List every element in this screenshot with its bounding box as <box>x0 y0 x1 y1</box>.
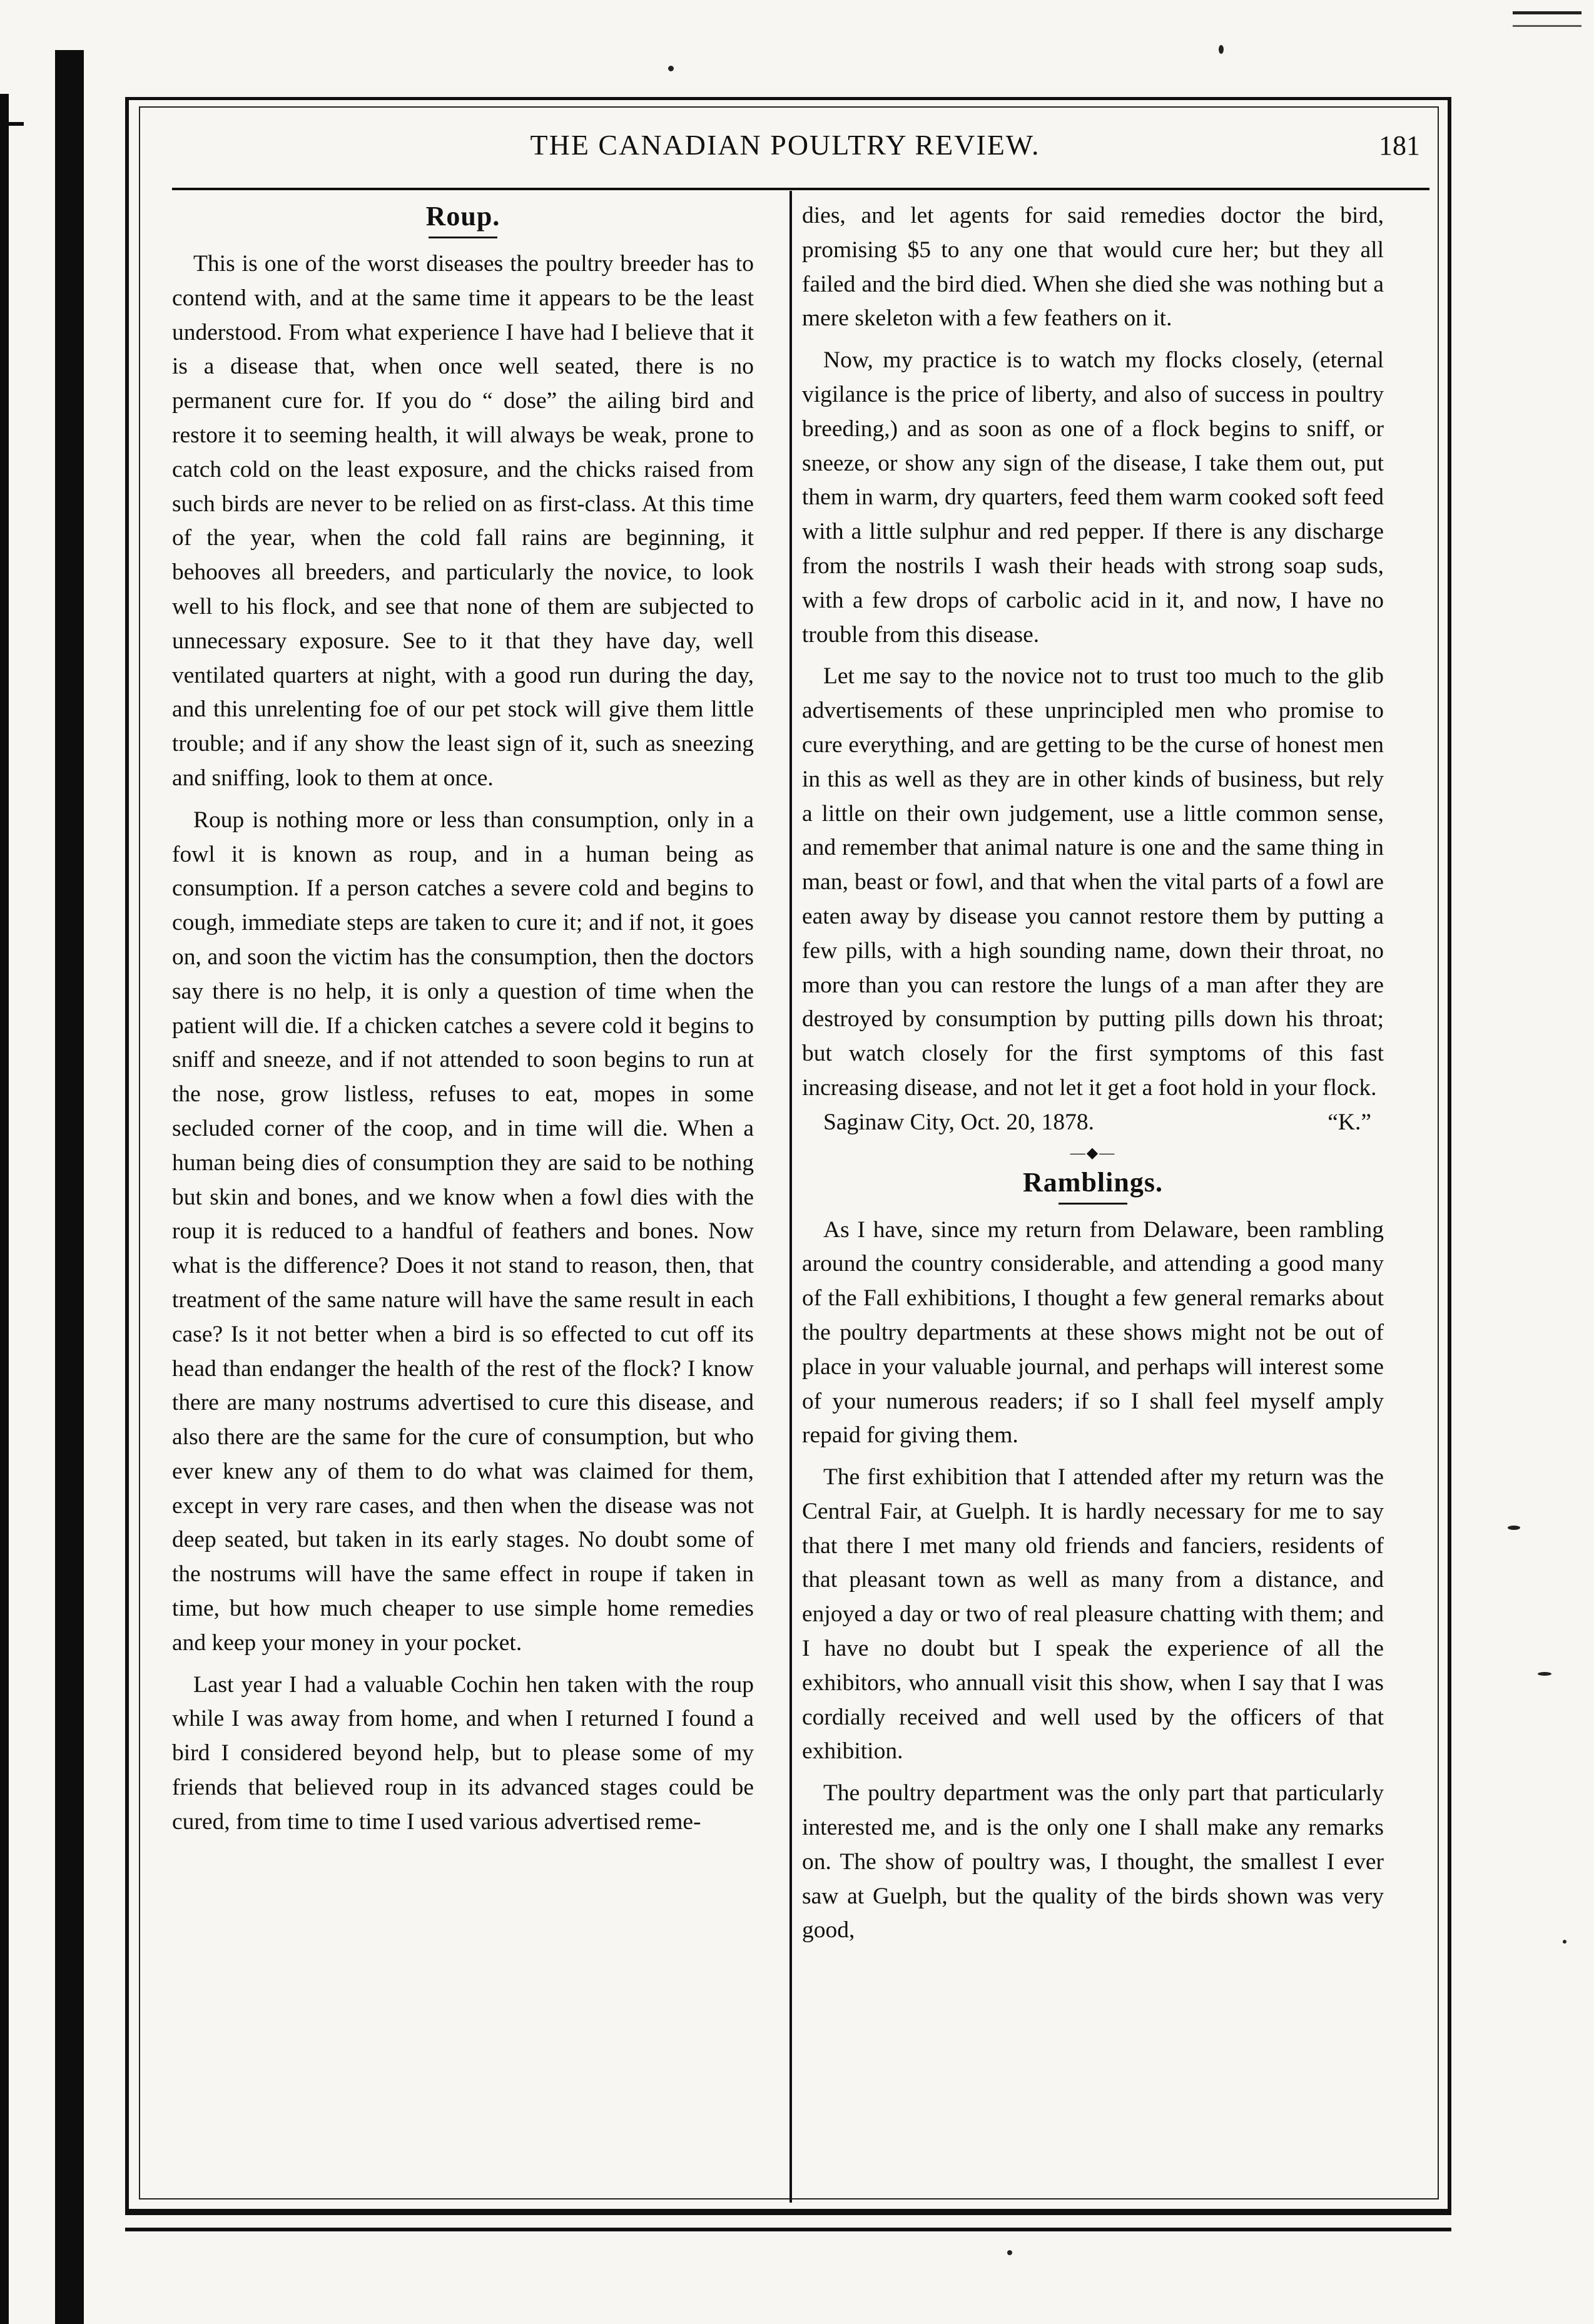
paragraph: This is one of the worst diseases the poultry breeder has to contend with, and at the same time it appears to be the least understood. From what experience I have had I believe that it is a disease that, when once well seated, there is no permanent cure for. If you do “ dose” the ailing bird and restore it to seeming health, it will always be weak, prone to catch cold on the least exposure, and the chicks raised from such birds are never to be relied on as first-class. At this time of the year, when the cold fall rains are beginning, it behooves all breeders, and particularly the novice, to look well to his flock, and see that none of them are subjected to unnecessary exposure. See to it that they have day, well ventilated quarters at night, with a good run during the day, and this unrelenting foe of our pet stock will give them little trouble; and if any show the least sign of it, such as sneezing and sniffing, look to them at once. <box>172 251 754 791</box>
page-header <box>144 128 1426 178</box>
page-number: 181 <box>1379 130 1420 161</box>
scan-corner-mark <box>1513 11 1581 14</box>
paragraph: Now, my practice is to watch my flocks closely, (eternal vigilance is the price of liberty, and also of success in poultry breeding,) and as soon as one of a flock begins to sniff, or sneeze, or show any sign of the disease, I take them out, put them in warm, dry quarters, feed them warm cooked soft feed with a little sulphur and red pepper. If there is any discharge from the nostrils I wash their heads with strong soap suds, with a few drops of carbolic acid in it, and now, I have no trouble from this disease. <box>802 347 1384 648</box>
column-divider <box>789 191 792 2203</box>
scan-speck <box>1007 2250 1012 2255</box>
title-rule <box>429 237 497 238</box>
scan-speck <box>1219 45 1224 54</box>
section-ornament: —◆— <box>1070 1144 1116 1161</box>
scan-speck <box>1508 1526 1520 1530</box>
paragraph: The poultry department was the only part that particularly interested me, and is the only one I shall make any remarks on. The show of poultry was, I thought, the smallest I ever saw at Guelph, but the quality of the birds shown was very good, <box>802 1780 1384 1944</box>
paragraph: The first exhibition that I attended after my return was the Central Fair, at Guelph. It is hardly necessary for me to say that there I met many old friends and fanciers, residents of that pleasant town as well as many from a distance, and enjoyed a day or two of real pleasure chatting with them; and I have no doubt but I speak the experience of all the exhibitors, who annuall visit this show, when I say that I was cordially received and well used by the officers of that exhibition. <box>802 1464 1384 1765</box>
running-title: THE CANADIAN POULTRY REVIEW. <box>530 129 1040 161</box>
paragraph: Roup is nothing more or less than consumption, only in a fowl it is known as roup, and in a human being as consumption. If a person catches a severe cold and begins to cough, immediate steps are taken to cure it; and if not, it goes on, and soon the victim has the consumption, then the doctors say there is no help, it is only a question of time when the patient will die. If a chicken catches a severe cold it begins to sniff and sneeze, and if not attended to soon begins to run at the nose, grow listless, refuses to eat, mopes in some secluded corner of the coop, and in time will die. When a human being dies of consumption they are said to be nothing but skin and bones, and we know when a fowl dies with the roup it is reduced to a handful of feathers and bones. Now what is the difference? Does it not stand to reason, then, that treatment of the same nature will have the same result in each case? Is it not better when a bird is so effected to cut off its head than endanger the health of the rest of the flock? I know there are many nostrums advertised to cure this disease, and also there are the same for the cure of consumption, but who ever knew any of them to do what was claimed for them, except in very rare cases, and then when the disease was not deep seated, but taken in its early stages. No doubt some of the nostrums will have the same effect in roupe if taken in time, but how much cheaper to use simple home remedies and keep your money in your pocket. <box>172 807 754 1656</box>
scan-edge-bar <box>0 94 9 2324</box>
paragraph: Last year I had a valuable Cochin hen taken with the roup while I was away from home, and when I returned I found a bird I considered beyond help, but to please some of my friends that believed roup in its advanced stages could be cured, from time to time I used various advertised reme- <box>172 1671 754 1835</box>
scan-speck <box>668 66 674 71</box>
header-rule <box>172 188 1429 190</box>
signature: “K.” <box>1327 1109 1371 1135</box>
dateline: Saginaw City, Oct. 20, 1878. <box>823 1109 1094 1135</box>
scan-corner-mark <box>1513 25 1581 27</box>
article-signoff <box>802 1106 1384 1140</box>
scan-mark <box>6 122 24 126</box>
title-rule <box>1058 1203 1127 1205</box>
paragraph: As I have, since my return from Delaware, been rambling around the country considerable, and attending a good many of the Fall exhibitions, I thought a few general remarks about the poultry departments at these shows might not be out of place in your valuable journal, and perhaps will interest some of your numerous readers; if so I shall feel myself amply repaid for giving them. <box>802 1216 1384 1449</box>
scan-binding-bar <box>55 50 84 2324</box>
article-title-ramblings: Ramblings. <box>1023 1166 1163 1198</box>
left-column <box>172 199 754 1840</box>
scan-speck <box>1563 1940 1566 1944</box>
right-column <box>802 199 1384 1948</box>
scan-speck <box>1538 1672 1551 1676</box>
paragraph: Let me say to the novice not to trust too much to the glib advertisements of these unprincipled men who promise to cure everything, and are getting to be the curse of honest men in this as well as they are in other kinds of business, but rely a little on their own judgement, use a little common sense, and remember that animal nature is one and the same thing in man, beast or fowl, and that when the vital parts of a fowl are eaten away by disease you cannot restore them by putting a few pills, with a high sounding name, down their throat, no more than you can restore the lungs of a man after they are destroyed by consumption by putting pills down his throat; but watch closely for the first symptoms of this fast increasing disease, and not let it get a foot hold in your flock. <box>802 663 1384 1101</box>
bottom-rule <box>125 2228 1451 2231</box>
paragraph-continued: dies, and let agents for said remedies doctor the bird, promising $5 to any one that would cure her; but they all failed and the bird died. When she died she was nothing but a mere skeleton with a few feathers on it. <box>802 203 1384 332</box>
article-title-roup: Roup. <box>425 201 500 232</box>
